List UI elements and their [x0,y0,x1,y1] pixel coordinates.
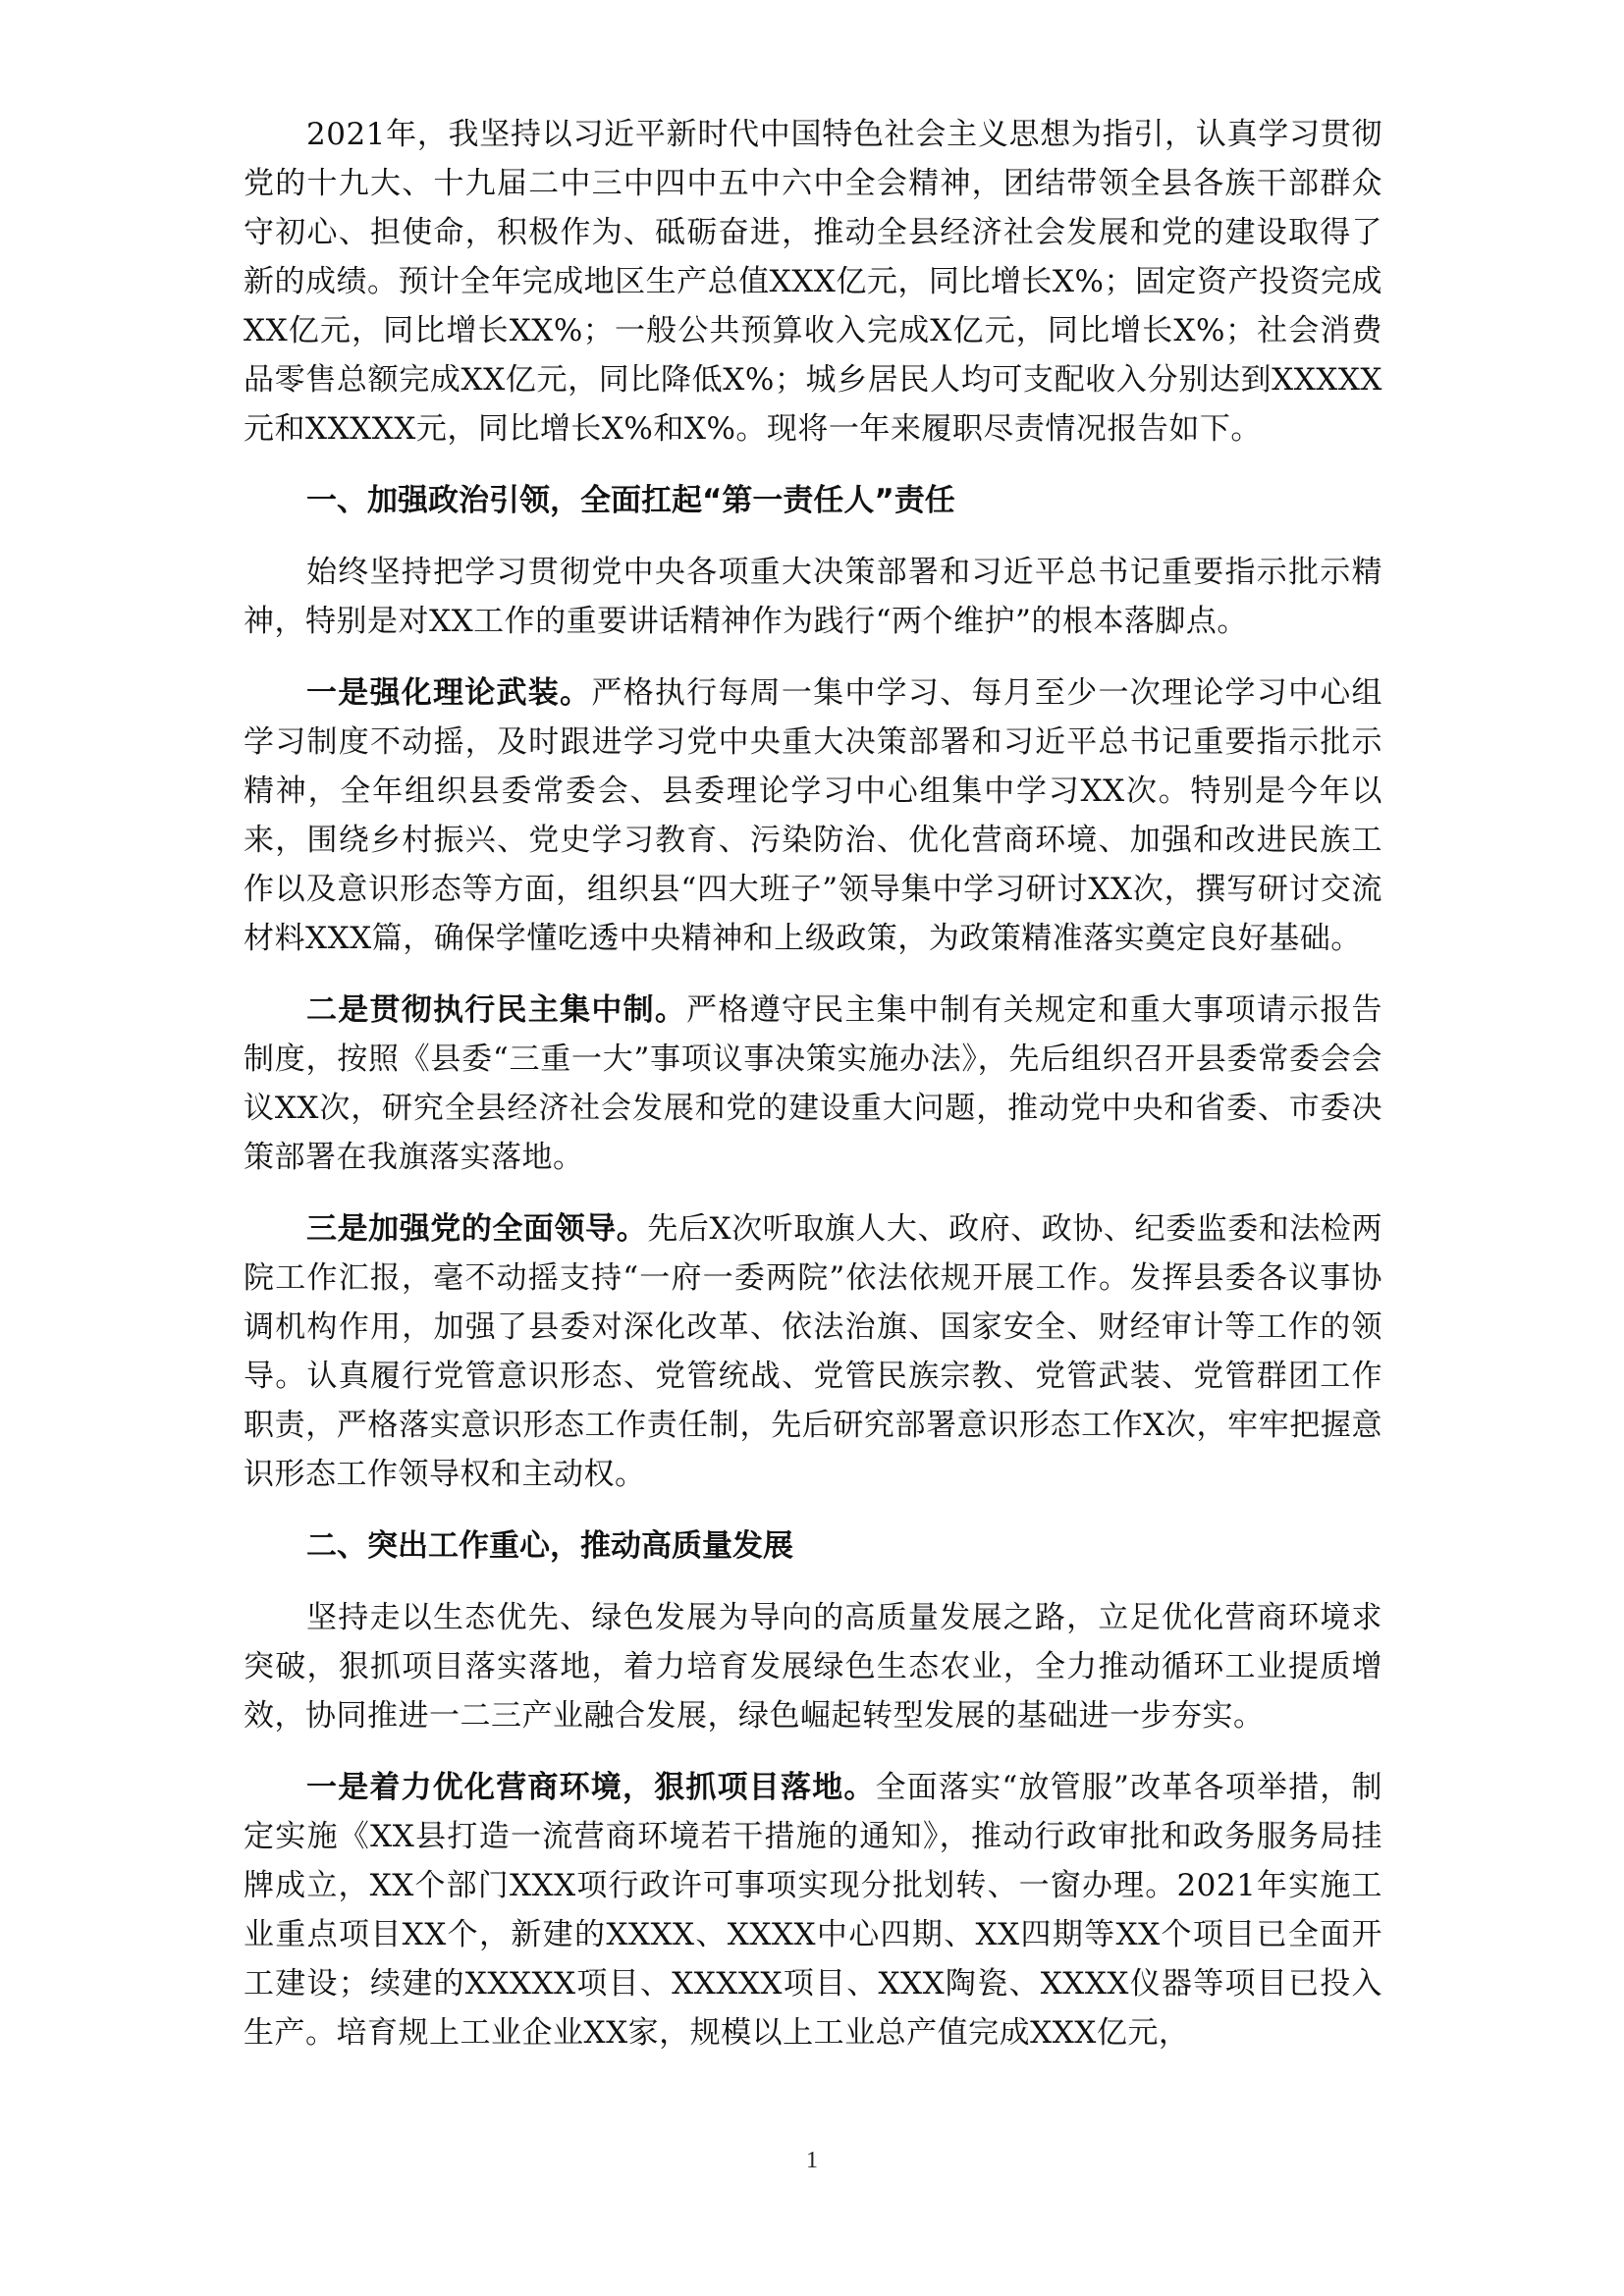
section-1-item-1 [244,668,1382,963]
item-text: 严格执行每周一集中学习、每月至少一次理论学习中心组学习制度不动摇，及时跟进学习党中央重大决策部署和习近平总书记重要指示批示精神，全年组织县委常委会、县委理论学习中心组集中学习XX次。特别是今年以来，围绕乡村振兴、党史学习教育、污染防治、优化营商环境、加强和改进民族工作以及意识形态等方面，组织县“四大班子”领导集中学习研讨XX次，撰写研讨交流材料XXX篇，确保学懂吃透中央精神和上级政策，为政策精准落实奠定良好基础。 [244,675,1383,956]
item-lead: 三是加强党的全面领导。 [306,1211,648,1247]
section-1-heading: 一、加强政治引领，全面扛起“第一责任人”责任 [306,483,955,518]
item-lead: 一是着力优化营商环境，狠抓项目落地。 [306,1770,876,1805]
item-lead: 二是贯彻执行民主集中制。 [306,992,687,1028]
item-text: 全面落实“放管服”改革各项举措，制定实施《XX县打造一流营商环境若干措施的通知》，推动行政审批和政务服务局挂牌成立，XX个部门XXX项行政许可事项实现分批划转、一窗办理。2021年实施工业重点项目XX个，新建的XXXX、XXXX中心四期、XX四期等XX个项目已全面开工建设；续建的XXXXX项目、XXXXX项目、XXX陶瓷、XXXX仪器等项目已投入生产。培育规上工业企业XX家，规模以上工业总产值完成XXX亿元， [244,1770,1383,2051]
page-number: 1 [806,2148,818,2173]
item-text: 先后X次听取旗人大、政府、政协、纪委监委和法检两院工作汇报，毫不动摇支持“一府一委两院”依法依规开展工作。发挥县委各议事协调机构作用，加强了县委对深化改革、依法治旗、国家安全、财经审计等工作的领导。认真履行党管意识形态、党管统战、党管民族宗教、党管武装、党管群团工作职责，严格落实意识形态工作责任制，先后研究部署意识形态工作X次，牢牢把握意识形态工作领导权和主动权。 [244,1211,1383,1492]
section-1-summary: 始终坚持把学习贯彻党中央各项重大决策部署和习近平总书记重要指示批示精神，特别是对XX工作的重要讲话精神作为践行“两个维护”的根本落脚点。 [244,555,1382,639]
section-1-item-3 [244,1204,1382,1499]
item-text: 严格遵守民主集中制有关规定和重大事项请示报告制度，按照《县委“三重一大”事项议事决策实施办法》，先后组织召开县委常委会会议XX次，研究全县经济社会发展和党的建设重大问题，推动党中央和省委、市委决策部署在我旗落实落地。 [244,992,1383,1175]
section-2-summary: 坚持走以生态优先、绿色发展为导向的高质量发展之路，立足优化营商环境求突破，狠抓项目落实落地，着力培育发展绿色生态农业，全力推动循环工业提质增效，协同推进一二三产业融合发展，绿色崛起转型发展的基础进一步夯实。 [244,1600,1382,1734]
section-2-heading: 二、突出工作重心，推动高质量发展 [306,1528,793,1564]
section-1-item-2 [244,986,1382,1182]
intro-paragraph: 2021年，我坚持以习近平新时代中国特色社会主义思想为指引，认真学习贯彻党的十九大、十九届二中三中四中五中六中全会精神，团结带领全县各族干部群众守初心、担使命，积极作为、砥砺奋进，推动全县经济社会发展和党的建设取得了新的成绩。预计全年完成地区生产总值XXX亿元，同比增长X%；固定资产投资完成XX亿元，同比增长XX%；一般公共预算收入完成X亿元，同比增长X%；社会消费品零售总额完成XX亿元，同比降低X%；城乡居民人均可支配收入分别达到XXXXX元和XXXXX元，同比增长X%和X%。现将一年来履职尽责情况报告如下。 [244,117,1382,447]
section-2-item-1 [244,1763,1382,2057]
document-body [244,110,1382,2080]
item-lead: 一是强化理论武装。 [306,675,592,711]
